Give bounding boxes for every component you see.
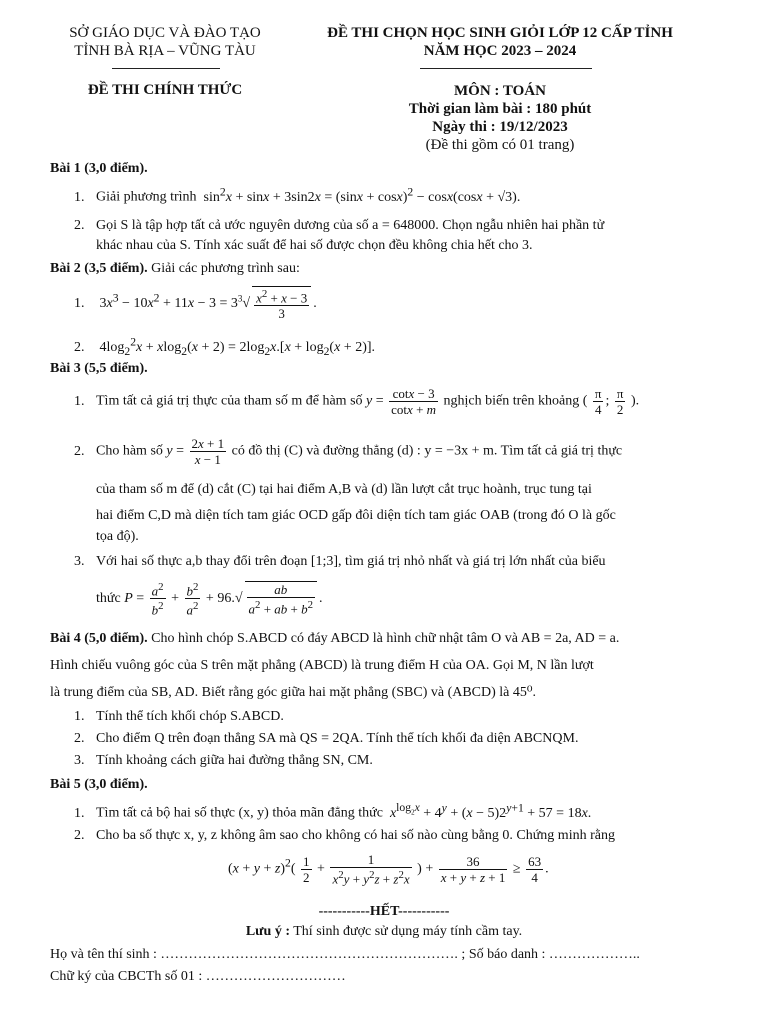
bai4-q2: Cho điểm Q trên đoạn thẳng SA mà QS = 2QA. Tính thể tích khối đa diện ABCNQM.: [96, 731, 579, 746]
bai3-q2: 2. Cho hàm số y = $\frac{2x + 1}{x - 1}$ có đồ thị (C) và đường thẳng (d) : y = −3x + m. Tìm tất cả giá trị thực của tham số m để (d) cắt (C) tại hai điểm A,B và (d) lần lượt cắt trục hoành, trục tung tại hai điểm C,D mà diện tích tam giác OCD gấp đôi diện tích tam giác OAB (trong đó O là gốc tọa độ).: [74, 436, 728, 545]
bai2-q1: 1. $3x^3 - 10x^2 + 11x - 3 = 3^3√$ $\frac{x^2 + x - 3}{3}$ .: [74, 288, 317, 322]
header-divider-right: [420, 68, 592, 69]
exam-title: [292, 24, 708, 60]
bai4-p3: là trung điểm của SB, AD. Biết rằng góc giữa hai mặt phẳng (SBC) và (ABCD) là 45⁰.: [50, 685, 537, 700]
bai2-q2: 2. $4\log_2^2x + xlog_2(x + 2) = 2\log_2x.[x + \log_2(x + 2)]$.: [74, 335, 376, 358]
note-label: Lưu ý :: [245, 924, 290, 939]
exam-date: Ngày thi : 19/12/2023: [432, 119, 568, 135]
bai2-title: Bài 2 (3,5 điểm).: [50, 261, 148, 276]
bai3-q2-text2: có đồ thị (C) và đường thẳng (d) : y = −3x + m. Tìm tất cả giá trị thực: [231, 443, 623, 459]
bai1-q2: 2. Gọi S là tập hợp tất cả ước nguyên dương của số a = 648000. Chọn ngẫu nhiên hai phần tử khác nhau của S. Tính xác suất để hai số được chọn đều không chia hết cho 3.: [74, 218, 605, 253]
note-text: Thí sinh được sử dụng máy tính cầm tay.: [293, 924, 523, 939]
bai3-q2-line3: của tham số m để (d) cắt (C) tại hai điểm A,B và (d) lần lượt cắt trục hoành, trục tung tại: [96, 482, 592, 497]
bai3-q3-text2: thức: [96, 591, 121, 607]
exam-title-line1: ĐỀ THI CHỌN HỌC SINH GIỎI LỚP 12 CẤP TỈNH: [327, 25, 673, 41]
bai1-q1-equation: $\sin^2x + \sin x + 3\sin 2x = (\sin x + \cos x)^2 - \cos x(\cos x + √3)$.: [200, 185, 521, 205]
bai2-q1-equation: $3x^3 - 10x^2 + 11x - 3 = 3^3√$ $\frac{x^2 + x - 3}{3}$ .: [99, 288, 317, 322]
supervisor-signature-line: Chữ ký của CBCTh số 01 : …………………………: [50, 969, 346, 984]
bai1-q2-line2: khác nhau của S. Tính xác suất để hai số được chọn đều không chia hết cho 3.: [96, 238, 533, 253]
bai5-q2: 2. Cho ba số thực x, y, z không âm sao cho không có hai số nào cùng bằng 0. Chứng minh rằng: [74, 828, 615, 843]
subject: MÔN : TOÁN: [454, 83, 546, 99]
bai1-q1-text: Giải phương trình: [96, 189, 197, 205]
bai2-q2-equation: $4\log_2^2x + xlog_2(x + 2) = 2\log_2x.[x + \log_2(x + 2)]$.: [99, 335, 376, 358]
bai5-q2-text: Cho ba số thực x, y, z không âm sao cho không có hai số nào cùng bằng 0. Chứng minh rằng: [96, 828, 615, 843]
bai5-q1: 1. Tìm tất cả bộ hai số thực (x, y) thỏa mãn đẳng thức $x^{log_2x} + 4^y + (x - 5)2^{y+1} + 57 = 18x$.: [74, 801, 592, 821]
bai1-q1: 1. Giải phương trình $\sin^2x + \sin x + 3\sin 2x = (\sin x + \cos x)^2 - \cos x(\cos x + √3)$.: [74, 185, 521, 205]
bai4-p2: Hình chiếu vuông góc của S trên mặt phẳng (ABCD) là trung điểm H của OA. Gọi M, N lần lượt: [50, 658, 594, 673]
page-count: (Đề thi gồm có 01 trang): [425, 137, 575, 153]
bai4-q3: Tính khoảng cách giữa hai đường thẳng SN, CM.: [96, 753, 373, 768]
bai1-q2-line1: Gọi S là tập hợp tất cả ước nguyên dương của số a = 648000. Chọn ngẫu nhiên hai phần tử: [96, 218, 605, 233]
header-divider-left: [112, 68, 220, 69]
bai2-intro: Giải các phương trình sau:: [151, 261, 300, 276]
bai3-q3-expression: thức P = $\frac{a^2}{b^2}$ + $\frac{b^2}{a^2}$ + 96.√ $\frac{ab}{a^2 + ab + b^2}$ .: [96, 581, 323, 618]
bai3-q3-text: Với hai số thực a,b thay đổi trên đoạn [1;3], tìm giá trị nhỏ nhất và giá trị lớn nhất của biểu: [96, 554, 606, 569]
official-label: ĐỀ THI CHÍNH THỨC: [87, 82, 243, 98]
bai2-header: [50, 260, 728, 278]
bai3-q1-fraction: $\frac{\cot x - 3}{\cot x + m}$: [391, 386, 437, 417]
end-marker: -----------HẾT-----------: [318, 904, 450, 919]
province-name: TỈNH BÀ RỊA – VŨNG TÀU: [74, 43, 256, 59]
exam-title-line2: NĂM HỌC 2023 – 2024: [423, 43, 577, 59]
time-limit: Thời gian làm bài : 180 phút: [408, 101, 592, 117]
bai4-intro: [50, 625, 728, 706]
bai4-p1: Cho hình chóp S.ABCD có đáy ABCD là hình chữ nhật tâm O và AB = 2a, AD = a.: [151, 631, 620, 646]
bai3-q2-text: Cho hàm số: [96, 443, 163, 459]
bai1-title: Bài 1 (3,0 điểm).: [50, 161, 148, 176]
bai3-q1-text: Tìm tất cả giá trị thực của tham số m để hàm số: [96, 393, 363, 409]
department-name: SỞ GIÁO DỤC VÀ ĐÀO TẠO: [69, 25, 261, 41]
exam-info: [292, 82, 708, 154]
bai5-q1-equation: $x^{log_2x} + 4^y + (x - 5)2^{y+1} + 57 = 18x$.: [389, 801, 592, 821]
candidate-name-line: Họ và tên thí sinh : ………………………………………………………. ; Số báo danh : ………………..: [50, 947, 640, 962]
bai5-q1-text: Tìm tất cả bộ hai số thực (x, y) thỏa mãn đẳng thức: [96, 805, 383, 821]
bai3-title: Bài 3 (5,5 điểm).: [50, 361, 148, 376]
bai4-q1: Tính thể tích khối chóp S.ABCD.: [96, 709, 284, 724]
bai3-q2-line4: hai điểm C,D mà diện tích tam giác OCD gấp đôi diện tích tam giác OAB (trong đó O là gốc: [96, 508, 616, 523]
bai3-q3: 3. Với hai số thực a,b thay đổi trên đoạn [1;3], tìm giá trị nhỏ nhất và giá trị lớn nhất của biểu: [74, 554, 606, 569]
bai3-q1-text2: nghịch biến trên khoảng: [443, 393, 580, 409]
note: [0, 924, 768, 940]
bai3-q2-line5: tọa độ).: [96, 529, 139, 544]
bai4-title: Bài 4 (5,0 điểm).: [50, 631, 148, 646]
department-header: [40, 24, 290, 60]
bai5-title: Bài 5 (3,0 điểm).: [50, 777, 148, 792]
bai4-questions: 1. Tính thể tích khối chóp S.ABCD. 2. Cho điểm Q trên đoạn thẳng SA mà QS = 2QA. Tính thể tích khối đa diện ABCNQM. 3. Tính khoảng cách giữa hai đường thẳng SN, CM.: [74, 709, 579, 768]
bai3-q1: 1. Tìm tất cả giá trị thực của tham số m để hàm số y = $\frac{\cot x - 3}{\cot x + m}$ nghịch biến trên khoảng ( $\frac{\pi}{4}$ ; $\frac{\pi}{2}$ ).: [74, 386, 640, 417]
bai5-inequality: $(x + y + z)^2$( $\frac{1}{2}$ + $\frac{1}{x^2y + y^2z + z^2x}$ ) + $\frac{36}{x + y + z + 1}$ ≥ $\frac{63}{4}$ .: [228, 852, 549, 887]
